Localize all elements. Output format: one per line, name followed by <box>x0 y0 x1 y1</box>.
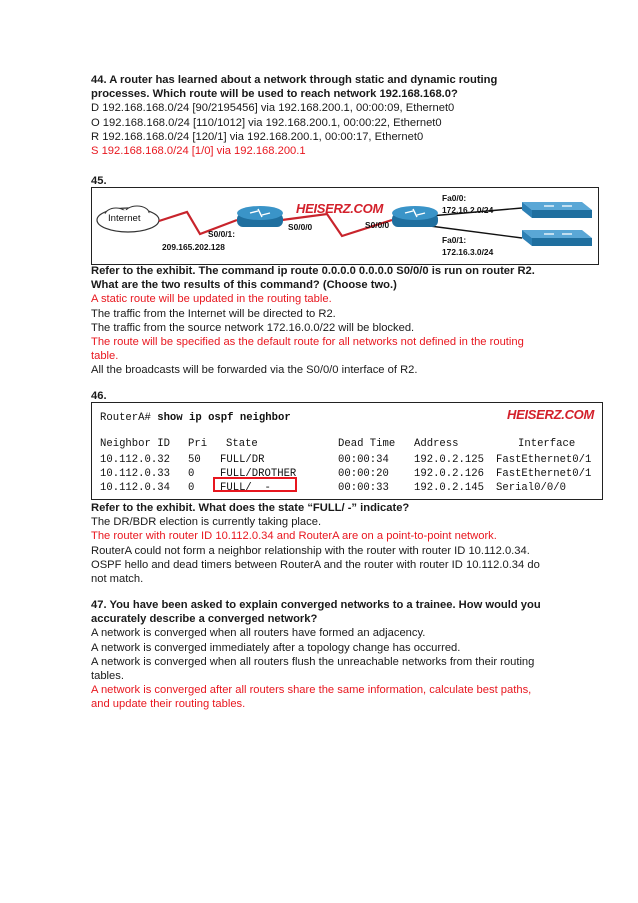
question-45 <box>91 264 561 378</box>
q47-option-2: A network is converged immediately after a topology change has occurred. <box>91 641 461 654</box>
row1-state: FULL/DR <box>220 454 265 466</box>
q45-option-4-answer-line2: table. <box>91 350 119 363</box>
question-46 <box>91 501 561 586</box>
q46-exhibit <box>91 402 603 500</box>
question-44 <box>91 73 561 158</box>
q47-option-4-answer-line2: and update their routing tables. <box>91 698 246 711</box>
header-interface: Interface <box>518 438 576 450</box>
row1-interface: FastEthernet0/1 <box>496 454 592 466</box>
r1-s000-label: S0/0/0 <box>288 222 313 232</box>
q44-option-s-answer: S 192.168.168.0/24 [1/0] via 192.168.200.1 <box>91 145 306 158</box>
q46-option-4-line2: not match. <box>91 573 144 586</box>
header-address: Address <box>414 438 459 450</box>
q46-brand-watermark: HEISERZ.COM <box>507 407 594 422</box>
row2-neighbor-id: 10.112.0.33 <box>100 468 170 480</box>
row3-interface: Serial0/0/0 <box>496 482 566 494</box>
r2-fa00-network: 172.16.2.0/24 <box>442 205 494 215</box>
header-state: State <box>226 438 258 450</box>
q45-exhibit <box>91 187 599 265</box>
row2-dead-time: 00:00:20 <box>338 468 389 480</box>
q47-option-1: A network is converged when all routers have formed an adjacency. <box>91 627 426 640</box>
q44-option-d: D 192.168.168.0/24 [90/2195456] via 192.168.200.1, 00:00:09, Ethernet0 <box>91 102 455 115</box>
r1-label: R1 <box>254 228 266 238</box>
q47-title-line2: accurately describe a converged network? <box>91 613 318 626</box>
q44-option-o: O 192.168.168.0/24 [110/1012] via 192.168.200.1, 00:00:22, Ethernet0 <box>91 116 442 129</box>
q44-title-line1: 44. A router has learned about a network through static and dynamic routing <box>91 74 498 86</box>
q47-option-3-line2: tables. <box>91 670 124 683</box>
row2-address: 192.0.2.126 <box>414 468 484 480</box>
header-neighbor-id: Neighbor ID <box>100 438 170 450</box>
row3-neighbor-id: 10.112.0.34 <box>100 482 170 494</box>
q47-title-line1: 47. You have been asked to explain converged networks to a trainee. How would you <box>91 599 541 611</box>
router-r2-icon <box>392 206 438 227</box>
q45-option-2: The traffic from the Internet will be directed to R2. <box>91 307 336 320</box>
switch-1-icon <box>522 202 592 218</box>
row1-address: 192.0.2.125 <box>414 454 484 466</box>
q45-title-line2: What are the two results of this command? (Choose two.) <box>91 279 397 292</box>
q45-network-diagram <box>92 188 598 264</box>
cli-command-line <box>100 412 291 424</box>
q46-option-4-line1: OSPF hello and dead timers between RouterA and the router with router ID 10.112.0.34 do <box>91 558 540 571</box>
cli-prompt: RouterA# <box>100 412 151 424</box>
row3-pri: 0 <box>188 482 195 494</box>
row2-interface: FastEthernet0/1 <box>496 468 592 480</box>
r1-s001-ip: 209.165.202.128 <box>162 242 225 252</box>
router-r1-icon <box>237 206 283 227</box>
q45-option-1-answer: A static route will be updated in the routing table. <box>91 293 332 306</box>
q47-option-3-line1: A network is converged when all routers flush the unreachable networks from their routing <box>91 655 535 668</box>
r2-fa01-network: 172.16.3.0/24 <box>442 247 494 257</box>
q45-brand-watermark: HEISERZ.COM <box>296 201 383 216</box>
switch-2-icon <box>522 230 592 246</box>
q46-option-1: The DR/BDR election is currently taking place. <box>91 516 322 529</box>
q44-title-line2: processes. Which route will be used to reach network 192.168.168.0? <box>91 88 458 101</box>
row1-neighbor-id: 10.112.0.32 <box>100 454 170 466</box>
state-highlight-box <box>213 477 297 492</box>
q45-number: 45. <box>91 175 107 187</box>
q46-option-3: RouterA could not form a neighbor relationship with the router with router ID 10.112.0.34. <box>91 544 530 557</box>
row3-state: FULL/ - <box>220 482 271 494</box>
question-47 <box>91 598 561 712</box>
r2-label: R2 <box>410 228 422 238</box>
q44-option-r: R 192.168.168.0/24 [120/1] via 192.168.200.1, 00:00:17, Ethernet0 <box>91 130 424 143</box>
row3-dead-time: 00:00:33 <box>338 482 389 494</box>
row1-pri: 50 <box>188 454 201 466</box>
r2-s000-label: S0/0/0 <box>365 220 390 230</box>
row3-address: 192.0.2.145 <box>414 482 484 494</box>
q45-title-line1: Refer to the exhibit. The command ip route 0.0.0.0 0.0.0.0 S0/0/0 is run on router R2. <box>91 265 535 277</box>
row2-pri: 0 <box>188 468 195 480</box>
r1-s001-label: S0/0/1: <box>208 229 236 239</box>
q45-option-3: The traffic from the source network 172.16.0.0/22 will be blocked. <box>91 321 415 334</box>
q47-option-4-answer-line1: A network is converged after all routers share the same information, calculate best paths, <box>91 684 532 697</box>
header-dead-time: Dead Time <box>338 438 396 450</box>
q45-option-4-answer-line1: The route will be specified as the default route for all networks not defined in the routing <box>91 336 524 349</box>
q46-option-2-answer: The router with router ID 10.112.0.34 and RouterA are on a point-to-point network. <box>91 530 497 543</box>
row2-state: FULL/DROTHER <box>220 468 297 480</box>
header-pri: Pri <box>188 438 208 450</box>
row1-dead-time: 00:00:34 <box>338 454 389 466</box>
q46-title: Refer to the exhibit. What does the state “FULL/ -” indicate? <box>91 502 410 514</box>
r2-fa00-label: Fa0/0: <box>442 193 467 203</box>
q46-number: 46. <box>91 390 107 402</box>
q45-option-5: All the broadcasts will be forwarded via the S0/0/0 interface of R2. <box>91 364 418 377</box>
cli-command: show ip ospf neighbor <box>157 412 291 424</box>
internet-label: Internet <box>108 213 141 224</box>
r2-fa01-label: Fa0/1: <box>442 235 467 245</box>
